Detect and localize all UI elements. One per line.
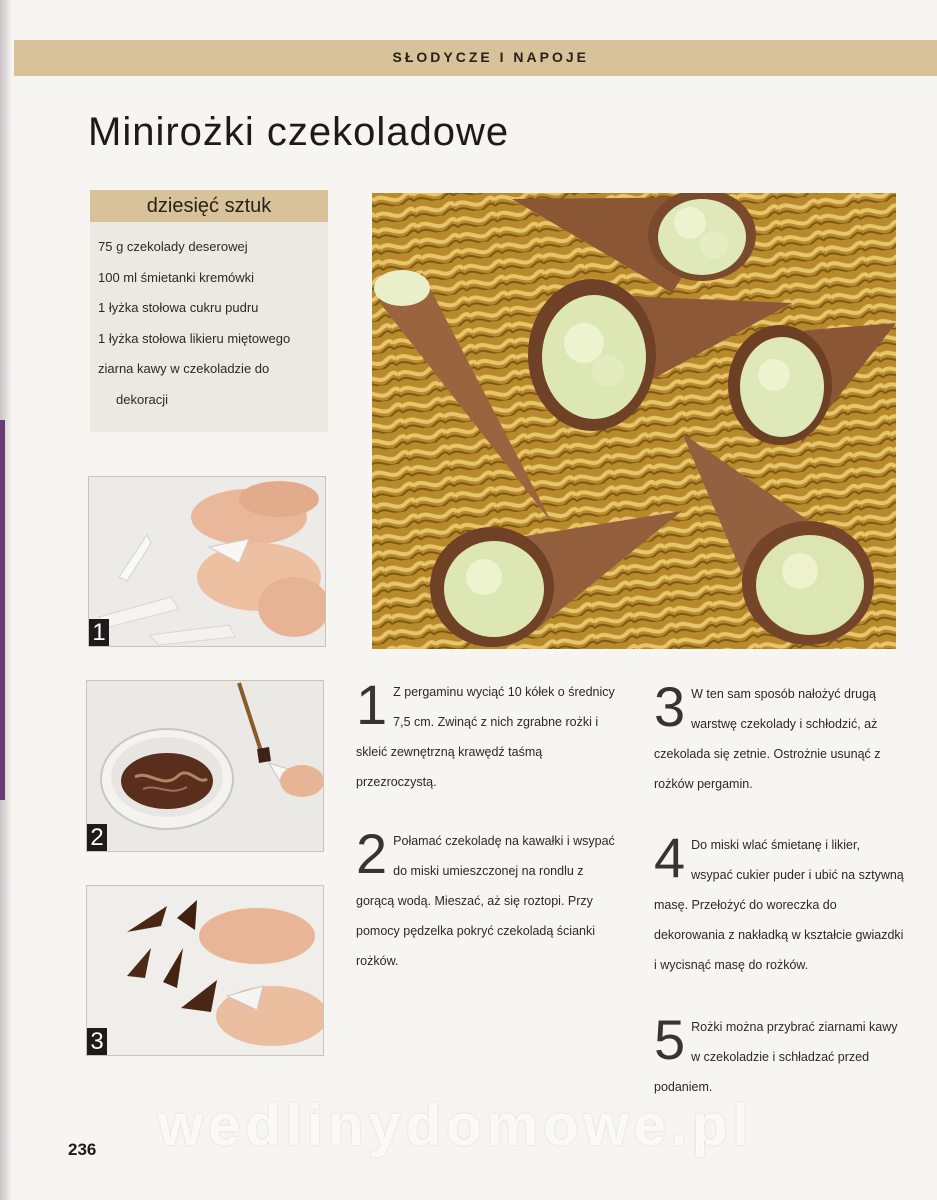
- rolling-parchment-illustration: [89, 477, 326, 647]
- step-photo-1: [88, 476, 326, 647]
- step-number-badge: 2: [87, 824, 107, 851]
- ingredient-item: 1 łyżka stołowa cukru pudru: [98, 300, 259, 315]
- main-dish-photo: [372, 193, 896, 649]
- ingredients-header: dziesięć sztuk: [90, 190, 328, 222]
- section-label: SŁODYCZE I NAPOJE: [392, 49, 589, 65]
- step-2: [356, 822, 616, 976]
- step-number: 4: [654, 826, 686, 889]
- step-text: Połamać czekoladę na kawałki i wsypać do miski umieszczonej na rondlu z gorącą wodą. Mieszać, aż się roztopi. Przy pomocy pędzelka pokryć czekoladą ścianki rożków.: [356, 834, 615, 968]
- page-number: 236: [68, 1140, 97, 1159]
- step-number: 2: [356, 822, 388, 885]
- step-text: Do miski wlać śmietanę i likier, wsypać cukier puder i ubić na sztywną masę. Przełożyć do woreczka do dekorowania z nakładką w kształcie gwiazdki i wycisnąć masę do rożków.: [654, 838, 904, 972]
- step-text: W ten sam sposób nałożyć drugą warstwę czekolady i schłodzić, aż czekolada się zetnie. Ostrożnie usunąć z rożków pergamin.: [654, 687, 881, 791]
- chocolate-cones-main-illustration: [372, 193, 896, 649]
- step-text: Z pergaminu wyciąć 10 kółek o średnicy 7,5 cm. Zwinąć z nich zgrabne rożki i skleić zewnętrzną krawędź taśmą przezroczystą.: [356, 685, 615, 789]
- step-3: [654, 675, 904, 799]
- ingredients-box: [90, 190, 328, 432]
- step-number-badge: 1: [89, 619, 109, 646]
- step-photo-2: [86, 680, 324, 852]
- step-number: 3: [654, 675, 686, 738]
- step-number-badge: 3: [87, 1028, 107, 1055]
- melted-chocolate-bowl-illustration: [87, 681, 324, 852]
- step-number: 5: [654, 1008, 686, 1071]
- step-4: [654, 826, 904, 980]
- section-header-bar: [14, 40, 937, 76]
- step-number: 1: [356, 673, 388, 736]
- chocolate-cones-illustration: [87, 886, 324, 1056]
- step-text: Rożki można przybrać ziarnami kawy w czekoladzie i schładzać przed podaniem.: [654, 1020, 898, 1094]
- watermark: wedlinydomowe.pl: [158, 1093, 754, 1158]
- step-photo-3: [86, 885, 324, 1056]
- page-title: Minirożki czekoladowe: [88, 110, 510, 154]
- binding-color-strip: [0, 420, 5, 800]
- page-binding-edge: [0, 0, 12, 1200]
- ingredients-list: [90, 222, 328, 415]
- step-5: [654, 1008, 904, 1102]
- ingredient-item: 100 ml śmietanki kremówki: [98, 269, 255, 285]
- step-1: [356, 673, 616, 797]
- ingredient-item: 75 g czekolady deserowej: [98, 239, 248, 254]
- ingredient-item: dekoracji: [116, 391, 169, 407]
- ingredient-item: 1 łyżka stołowa likieru miętowego: [98, 330, 291, 346]
- ingredient-item: ziarna kawy w czekoladzie do: [98, 361, 270, 376]
